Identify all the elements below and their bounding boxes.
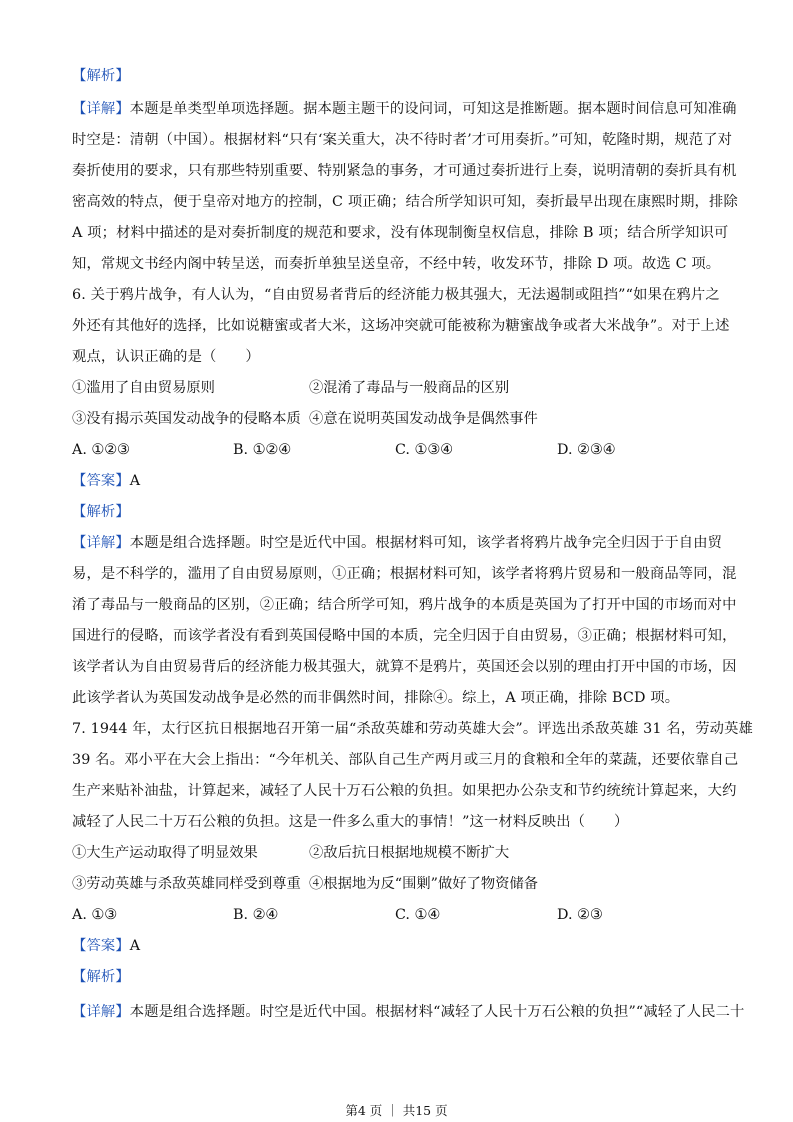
q6-statement-1: ①滥用了自由贸易原则 [72,380,215,396]
q6-detail-line-3: 淆了毒品与一般商品的区别，②正确；结合所学可知，鸦片战争的本质是英国为了打开中国的市场而对中 [72,597,737,613]
q6-analysis-tag: 【解析】 [72,504,130,520]
q6-detail-line-1: 【详解】本题是组合选择题。时空是近代中国。根据材料可知，该学者将鸦片战争完全归因于于自由贸 [72,535,723,551]
detail-line-6: 知，常规文书经内阁中转呈送，而奏折单独呈送皇帝，不经中转，收发环节，排除 D 项。故选 C 项。 [72,256,721,272]
q7-statement-2: ②敌后抗日根据地规模不断扩大 [309,845,510,861]
detail-line-2: 时空是：清朝（中国）。根据材料“只有‘案关重大，决不待时者’才可用奏折。”可知，乾隆时期，规范了对 [72,132,733,148]
detail-line-1: 【详解】本题是单类型单项选择题。据本题主题干的设问词，可知这是推断题。据本题时间信息可知准确 [72,101,737,117]
q6-stem-line-3: 观点，认识正确的是（ ） [72,349,260,365]
q6-statement-4: ④意在说明英国发动战争是偶然事件 [309,411,538,427]
detail-line-4: 密高效的特点，便于皇帝对地方的控制，C 项正确；结合所学知识可知，奏折最早出现在康熙时期，排除 [72,194,738,210]
q6-detail-line-6: 此该学者认为英国发动战争是必然的而非偶然时间，排除④。综上，A 项正确，排除 BCD 项。 [72,690,680,706]
q7-answer: 【答案】A [72,938,141,954]
q7-stem-line-3: 生产来贴补油盐，计算起来，减轻了人民十万石公粮的负担。如果把办公杂支和节约统统计算起来，大约 [72,783,737,799]
q6-stem-line-1: 6. 关于鸦片战争，有人认为，“自由贸易者背后的经济能力极其强大，无法遏制或阻挡”“如果在鸦片之 [72,287,720,303]
q6-detail-line-4: 国进行的侵略，而该学者没有看到英国侵略中国的本质，完全归因于自由贸易，③正确；根据材料可知， [72,628,737,644]
q7-stem-line-1: 7. 1944 年，太行区抗日根据地召开第一届“杀敌英雄和劳动英雄大会”。评选出杀敌英雄 31 名，劳动英雄 [72,721,753,737]
q6-detail-line-5: 该学者认为自由贸易背后的经济能力极其强大，就算不是鸦片，英国还会以别的理由打开中国的市场，因 [72,659,737,675]
q7-detail-line-1: 【详解】本题是组合选择题。时空是近代中国。根据材料“减轻了人民十万石公粮的负担”“减轻了人民二十 [72,1004,745,1020]
detail-tag: 【详解】 [72,101,130,117]
q6-choice-c: C. ①③④ [395,442,453,458]
q7-choice-a: A. ①③ [72,907,118,923]
q6-choice-d: D. ②③④ [557,442,616,458]
q6-answer: 【答案】A [72,473,141,489]
q7-statement-1: ①大生产运动取得了明显效果 [72,845,258,861]
q7-choice-d: D. ②③ [557,907,603,923]
q6-statement-3: ③没有揭示英国发动战争的侵略本质 [72,411,301,427]
q6-statement-2: ②混淆了毒品与一般商品的区别 [309,380,510,396]
q7-choice-c: C. ①④ [395,907,441,923]
q7-choice-b: B. ②④ [233,907,279,923]
q7-stem-line-2: 39 名。邓小平在大会上指出：“今年机关、部队自己生产两月或三月的食粮和全年的菜蔬，还要依靠自己 [72,752,739,768]
detail-line-5: A 项；材料中描述的是对奏折制度的规范和要求，没有体现制衡皇权信息，排除 B 项；结合所学知识可 [72,225,729,241]
q6-stem-line-2: 外还有其他好的选择，比如说糖蜜或者大米，这场冲突就可能被称为糖蜜战争或者大米战争”。对于上述 [72,318,730,334]
analysis-tag-1: 【解析】 [72,68,130,84]
q7-statement-3: ③劳动英雄与杀敌英雄同样受到尊重 [72,876,301,892]
q7-stem-line-4: 减轻了人民二十万石公粮的负担。这是一件多么重大的事情！”这一材料反映出（ ） [72,814,629,830]
q6-choice-a: A. ①②③ [72,442,130,458]
q6-detail-line-2: 易，是不科学的，滥用了自由贸易原则，①正确；根据材料可知，该学者将鸦片贸易和一般商品等同，混 [72,566,737,582]
q7-analysis-tag: 【解析】 [72,969,130,985]
detail-line-3: 奏折使用的要求，只有那些特别重要、特别紧急的事务，才可通过奏折进行上奏，说明清朝的奏折具有机 [72,163,737,179]
q6-choice-b: B. ①②④ [233,442,292,458]
q7-statement-4: ④根据地为反“围剿”做好了物资储备 [309,876,539,892]
page-footer: 第4 页 ｜ 共15 页 [345,1103,448,1118]
